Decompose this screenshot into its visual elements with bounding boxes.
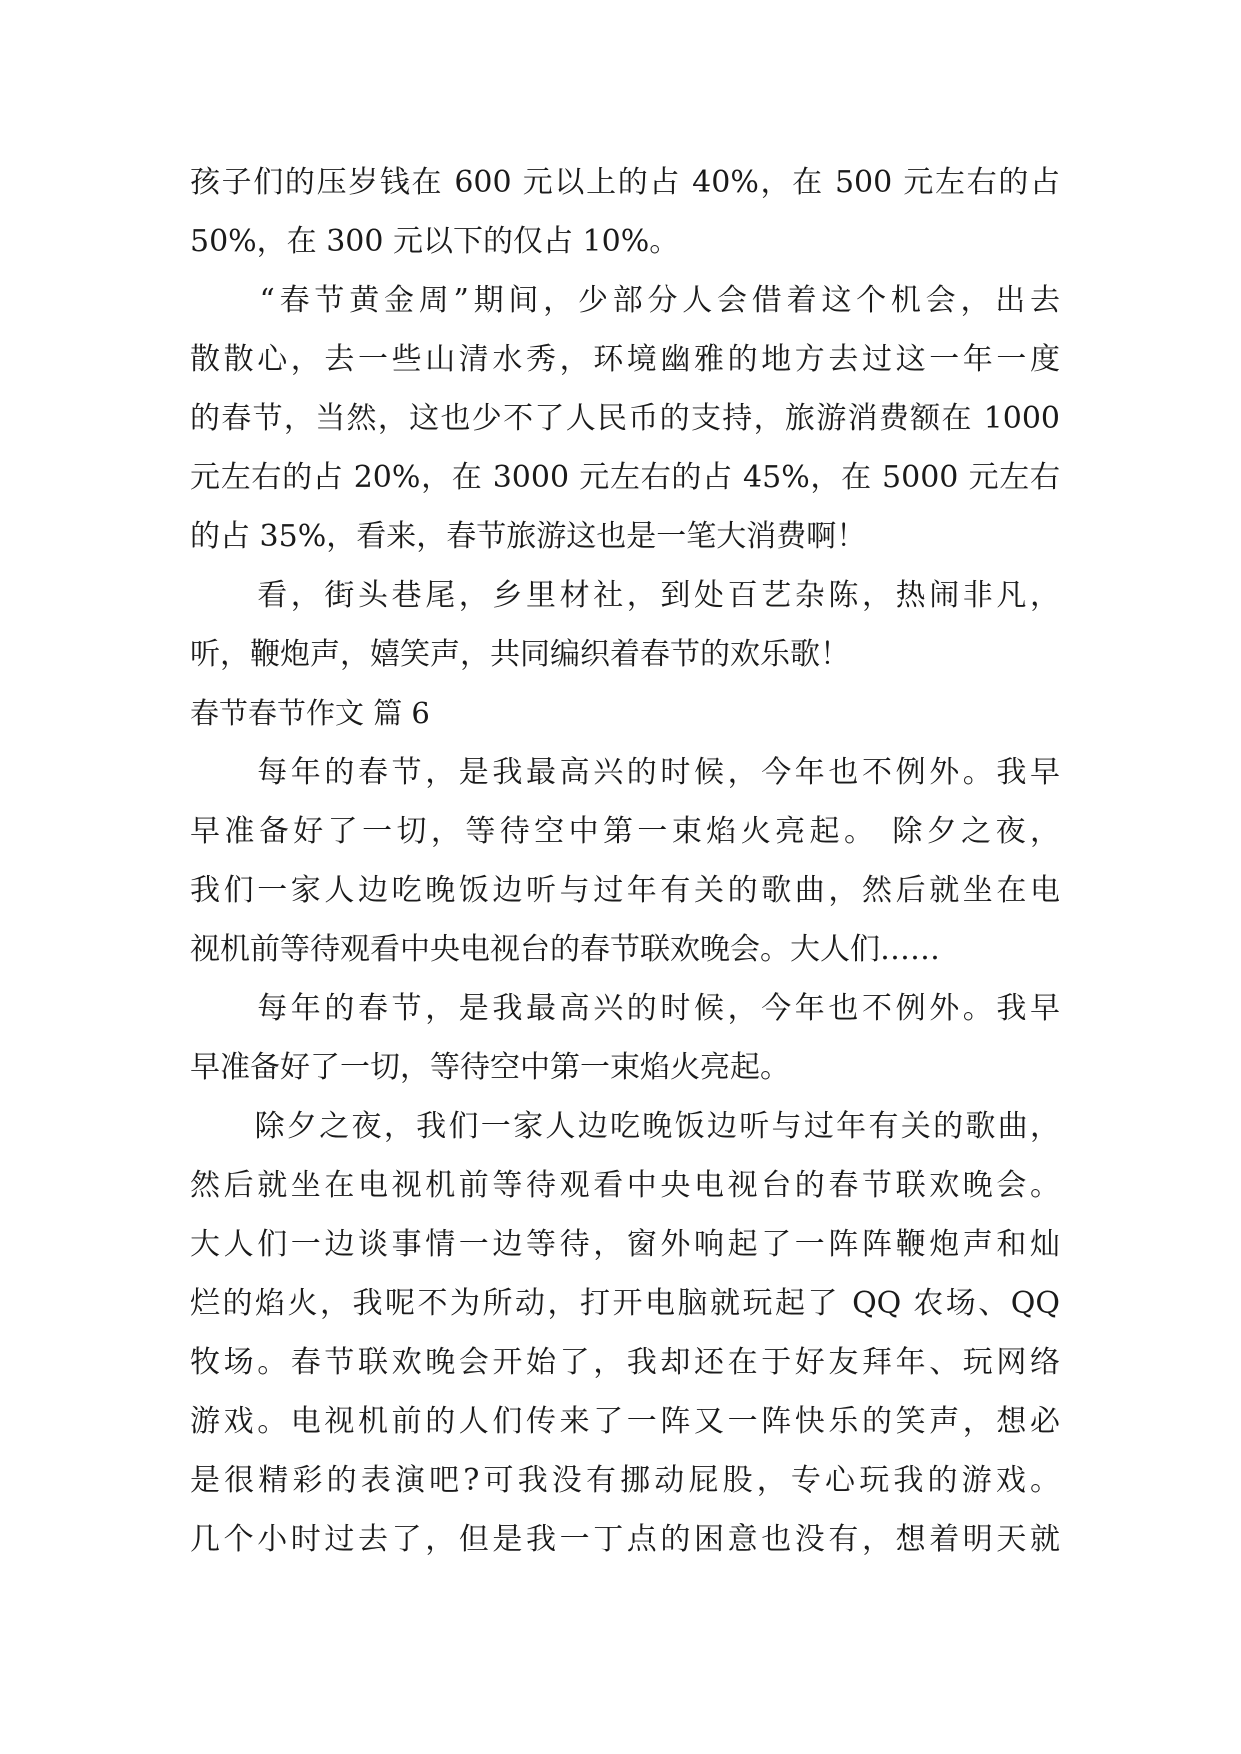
text-line-20: 烂的焰火，我呢不为所动，打开电脑就玩起了 QQ 农场、QQ bbox=[190, 1286, 1060, 1321]
text-line-12: 早准备好了一切，等待空中第一束焰火亮起。 除夕之夜， bbox=[190, 814, 1060, 849]
text-line-23: 是很精彩的表演吧?可我没有挪动屁股，专心玩我的游戏。 bbox=[190, 1463, 1060, 1498]
text-line-2: 50%，在 300 元以下的仅占 10%。 bbox=[190, 224, 680, 259]
section-heading: 春节春节作文 篇 6 bbox=[190, 696, 430, 730]
text-line-3: “春节黄金周”期间，少部分人会借着这个机会，出去 bbox=[190, 283, 1060, 318]
document-body bbox=[190, 153, 1060, 1569]
text-line-13: 我们一家人边吃晚饭边听与过年有关的歌曲，然后就坐在电 bbox=[190, 873, 1060, 908]
text-line-4: 散散心，去一些山清水秀，环境幽雅的地方去过这一年一度 bbox=[190, 342, 1060, 377]
text-line-24: 几个小时过去了，但是我一丁点的困意也没有，想着明天就 bbox=[190, 1522, 1060, 1557]
text-line-6: 元左右的占 20%，在 3000 元左右的占 45%，在 5000 元左右 bbox=[190, 460, 1060, 495]
text-line-21: 牧场。春节联欢晚会开始了，我却还在于好友拜年、玩网络 bbox=[190, 1345, 1060, 1380]
text-line-17: 除夕之夜，我们一家人边吃晚饭边听与过年有关的歌曲， bbox=[190, 1109, 1060, 1144]
text-line-15: 每年的春节，是我最高兴的时候，今年也不例外。我早 bbox=[190, 991, 1060, 1026]
text-line-19: 大人们一边谈事情一边等待，窗外响起了一阵阵鞭炮声和灿 bbox=[190, 1227, 1060, 1262]
text-line-9: 听，鞭炮声，嬉笑声，共同编织着春节的欢乐歌！ bbox=[190, 637, 850, 672]
text-line-18: 然后就坐在电视机前等待观看中央电视台的春节联欢晚会。 bbox=[190, 1168, 1060, 1203]
text-line-1: 孩子们的压岁钱在 600 元以上的占 40%，在 500 元左右的占 bbox=[190, 165, 1060, 200]
text-line-11: 每年的春节，是我最高兴的时候，今年也不例外。我早 bbox=[190, 755, 1060, 790]
text-line-5: 的春节，当然，这也少不了人民币的支持，旅游消费额在 1000 bbox=[190, 401, 1060, 436]
text-line-14: 视机前等待观看中央电视台的春节联欢晚会。大人们…… bbox=[190, 932, 940, 967]
text-line-16: 早准备好了一切，等待空中第一束焰火亮起。 bbox=[190, 1050, 790, 1085]
text-line-8: 看，街头巷尾，乡里材社，到处百艺杂陈，热闹非凡， bbox=[190, 578, 1060, 613]
text-line-7: 的占 35%，看来，春节旅游这也是一笔大消费啊！ bbox=[190, 519, 867, 554]
text-line-22: 游戏。电视机前的人们传来了一阵又一阵快乐的笑声，想必 bbox=[190, 1404, 1060, 1439]
